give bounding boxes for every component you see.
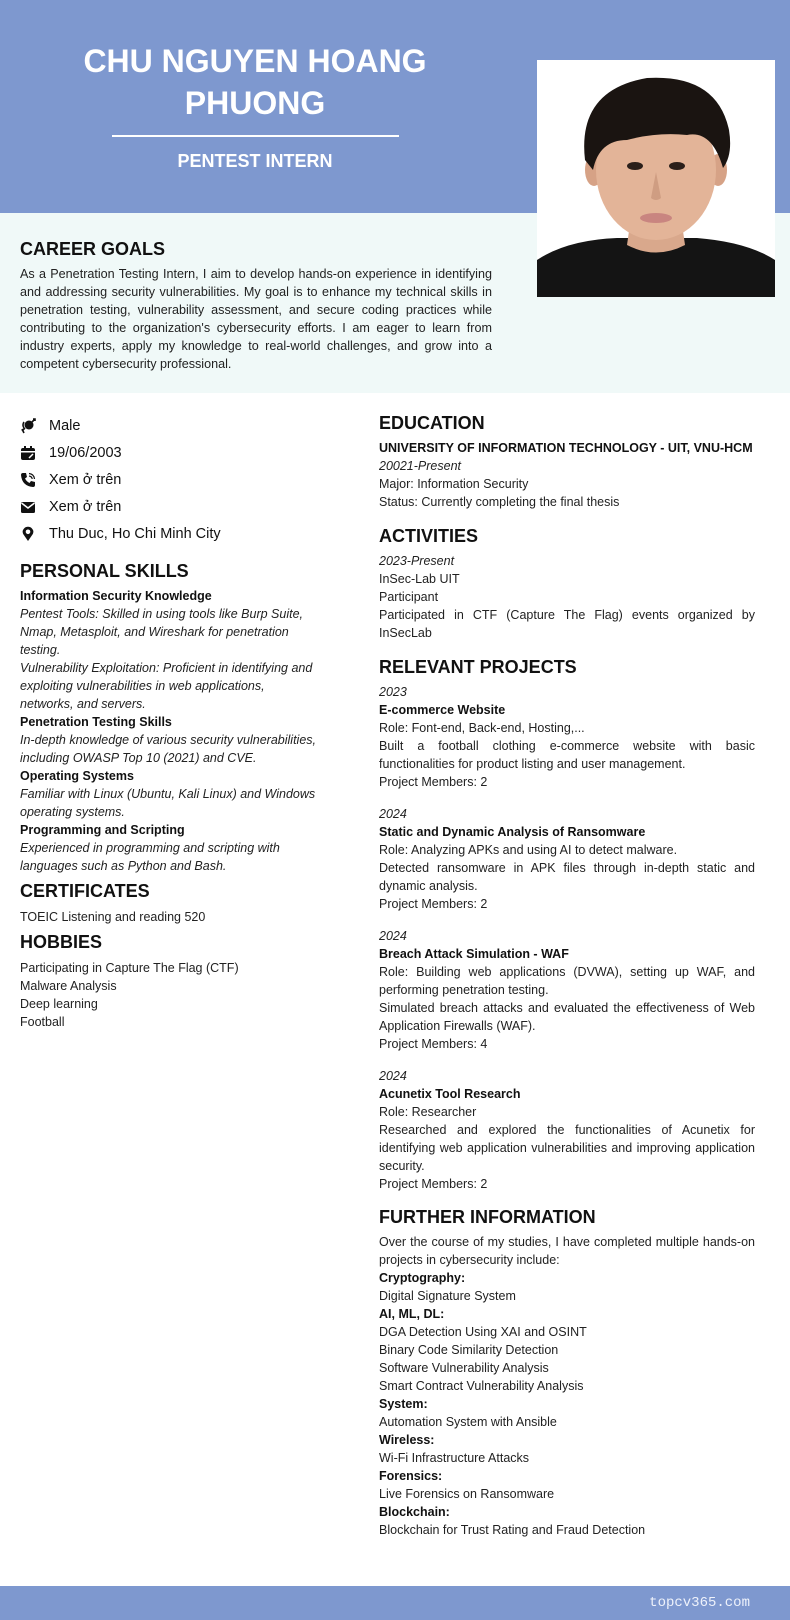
watermark: topcv365.com (649, 1595, 750, 1611)
right-column (379, 413, 755, 1554)
project-year: 2024 (379, 1069, 407, 1083)
project-item (379, 805, 755, 913)
certificate-item: TOEIC Listening and reading 520 (20, 910, 206, 924)
project-members: Project Members: 2 (379, 1177, 488, 1191)
education-section (379, 413, 755, 511)
phone-icon (20, 471, 49, 489)
project-name: Static and Dynamic Analysis of Ransomware (379, 825, 646, 839)
group-label: Blockchain: (379, 1505, 450, 1519)
skill-title: Penetration Testing Skills (20, 715, 172, 729)
phone-value: Xem ở trên (49, 471, 122, 488)
education-title: EDUCATION (379, 413, 485, 433)
project-item (379, 683, 755, 791)
skill-desc: Familiar with Linux (Ubuntu, Kali Linux) and Windows operating systems. (20, 787, 316, 819)
activities-title: ACTIVITIES (379, 526, 479, 546)
skills-title: PERSONAL SKILLS (20, 561, 189, 581)
skill-title: Information Security Knowledge (20, 589, 212, 603)
project-name: Breach Attack Simulation - WAF (379, 947, 569, 961)
project-desc: Simulated breach attacks and evaluated the effectiveness of Web Application Firewalls (WAF). (379, 1001, 755, 1033)
group-label: Forensics: (379, 1469, 443, 1483)
education-major: Major: Information Security (379, 477, 529, 491)
further-info-section (379, 1207, 755, 1539)
project-role: Role: Analyzing APKs and using AI to detect malware. (379, 843, 678, 857)
footer-banner (0, 1586, 790, 1620)
further-info-intro: Over the course of my studies, I have completed multiple hands-on projects in cybersecurity include: (379, 1235, 755, 1267)
group-item: Blockchain for Trust Rating and Fraud Detection (379, 1523, 646, 1537)
hobbies-section (20, 932, 320, 1031)
group-item: Digital Signature System (379, 1289, 516, 1303)
group-item: DGA Detection Using XAI and OSINT (379, 1325, 587, 1339)
group-label: System: (379, 1397, 428, 1411)
hobby-item: Malware Analysis (20, 979, 117, 993)
activity-desc: Participated in CTF (Capture The Flag) events organized by InSecLab (379, 608, 755, 640)
activity-org: InSec-Lab UIT (379, 572, 460, 586)
group-label: Cryptography: (379, 1271, 466, 1285)
info-birthday (20, 439, 320, 466)
further-info-title: FURTHER INFORMATION (379, 1207, 596, 1227)
skill-desc: Experienced in programming and scripting with languages such as Python and Bash. (20, 841, 280, 873)
project-year: 2024 (379, 929, 407, 943)
activity-period: 2023-Present (379, 554, 455, 568)
group-item: Wi-Fi Infrastructure Attacks (379, 1451, 530, 1465)
activity-role: Participant (379, 590, 439, 604)
project-members: Project Members: 4 (379, 1037, 488, 1051)
project-role: Role: Building web applications (DVWA), setting up WAF, and performing penetration testing. (379, 965, 755, 997)
skill-desc: Pentest Tools: Skilled in using tools like Burp Suite, Nmap, Metasploit, and Wireshark for penetration testing. (20, 607, 304, 657)
project-role: Role: Font-end, Back-end, Hosting,... (379, 721, 585, 735)
certificates-section (20, 881, 320, 926)
left-column (20, 412, 320, 1031)
info-phone (20, 466, 320, 493)
projects-title: RELEVANT PROJECTS (379, 657, 577, 677)
skill-title: Operating Systems (20, 769, 134, 783)
email-value: Xem ở trên (49, 498, 122, 515)
career-goals-text: As a Penetration Testing Intern, I aim to develop hands-on experience in identifying and addressing security vulnerabilities. My goal is to enhance my technical skills in penetration testing, vulnerability assessment, and secure coding practices while contributing to the organization's cybersecurity efforts. I am eager to learn from industry experts, apply my knowledge to real-world challenges, and grow into a competent cybersecurity professional. (20, 267, 492, 371)
certificates-title: CERTIFICATES (20, 881, 150, 901)
project-members: Project Members: 2 (379, 897, 488, 911)
project-year: 2023 (379, 685, 407, 699)
email-icon (20, 498, 49, 516)
education-school: UNIVERSITY OF INFORMATION TECHNOLOGY - UIT, VNU-HCM (379, 441, 753, 455)
career-goals-title: CAREER GOALS (20, 239, 166, 259)
candidate-name: CHU NGUYEN HOANG PHUONG (83, 43, 427, 121)
location-icon (20, 525, 49, 543)
hobby-item: Deep learning (20, 997, 98, 1011)
education-period: 20021-Present (379, 459, 462, 473)
info-gender (20, 412, 320, 439)
birthday-value: 19/06/2003 (49, 444, 122, 461)
group-item: Software Vulnerability Analysis (379, 1361, 549, 1375)
projects-section (379, 657, 755, 1193)
project-item (379, 927, 755, 1053)
group-label: Wireless: (379, 1433, 435, 1447)
avatar-photo (537, 60, 775, 297)
project-desc: Built a football clothing e-commerce website with basic functionalities for product listing and user management. (379, 739, 755, 771)
hobbies-title: HOBBIES (20, 932, 103, 952)
group-item: Smart Contract Vulnerability Analysis (379, 1379, 584, 1393)
project-role: Role: Researcher (379, 1105, 477, 1119)
group-label: AI, ML, DL: (379, 1307, 445, 1321)
project-year: 2024 (379, 807, 407, 821)
calendar-icon (20, 444, 49, 462)
skill-title: Programming and Scripting (20, 823, 185, 837)
location-value: Thu Duc, Ho Chi Minh City (49, 525, 221, 542)
skill-desc: In-depth knowledge of various security vulnerabilities, including OWASP Top 10 (2021) and CVE. (20, 733, 316, 765)
project-desc: Researched and explored the functionalities of Acunetix for identifying web application vulnerabilities and improving application security. (379, 1123, 755, 1173)
gender-icon (20, 417, 49, 435)
group-item: Binary Code Similarity Detection (379, 1343, 559, 1357)
gender-value: Male (49, 417, 81, 434)
name-divider (112, 135, 399, 137)
skill-desc: Vulnerability Exploitation: Proficient in identifying and exploiting vulnerabilities in web applications, networks, and servers. (20, 661, 313, 711)
activities-section (379, 526, 755, 642)
job-position: PENTEST INTERN (177, 151, 333, 171)
project-name: E-commerce Website (379, 703, 506, 717)
info-location (20, 520, 320, 547)
project-name: Acunetix Tool Research (379, 1087, 521, 1101)
education-status: Status: Currently completing the final thesis (379, 495, 620, 509)
group-item: Live Forensics on Ransomware (379, 1487, 555, 1501)
info-email (20, 493, 320, 520)
group-item: Automation System with Ansible (379, 1415, 557, 1429)
hobby-item: Participating in Capture The Flag (CTF) (20, 961, 239, 975)
project-item (379, 1067, 755, 1193)
personal-skills-section (20, 561, 320, 875)
project-desc: Detected ransomware in APK files through in-depth static and dynamic analysis. (379, 861, 755, 893)
personal-info-list (20, 412, 320, 547)
project-members: Project Members: 2 (379, 775, 488, 789)
portrait-image (537, 60, 775, 297)
hobby-item: Football (20, 1015, 65, 1029)
